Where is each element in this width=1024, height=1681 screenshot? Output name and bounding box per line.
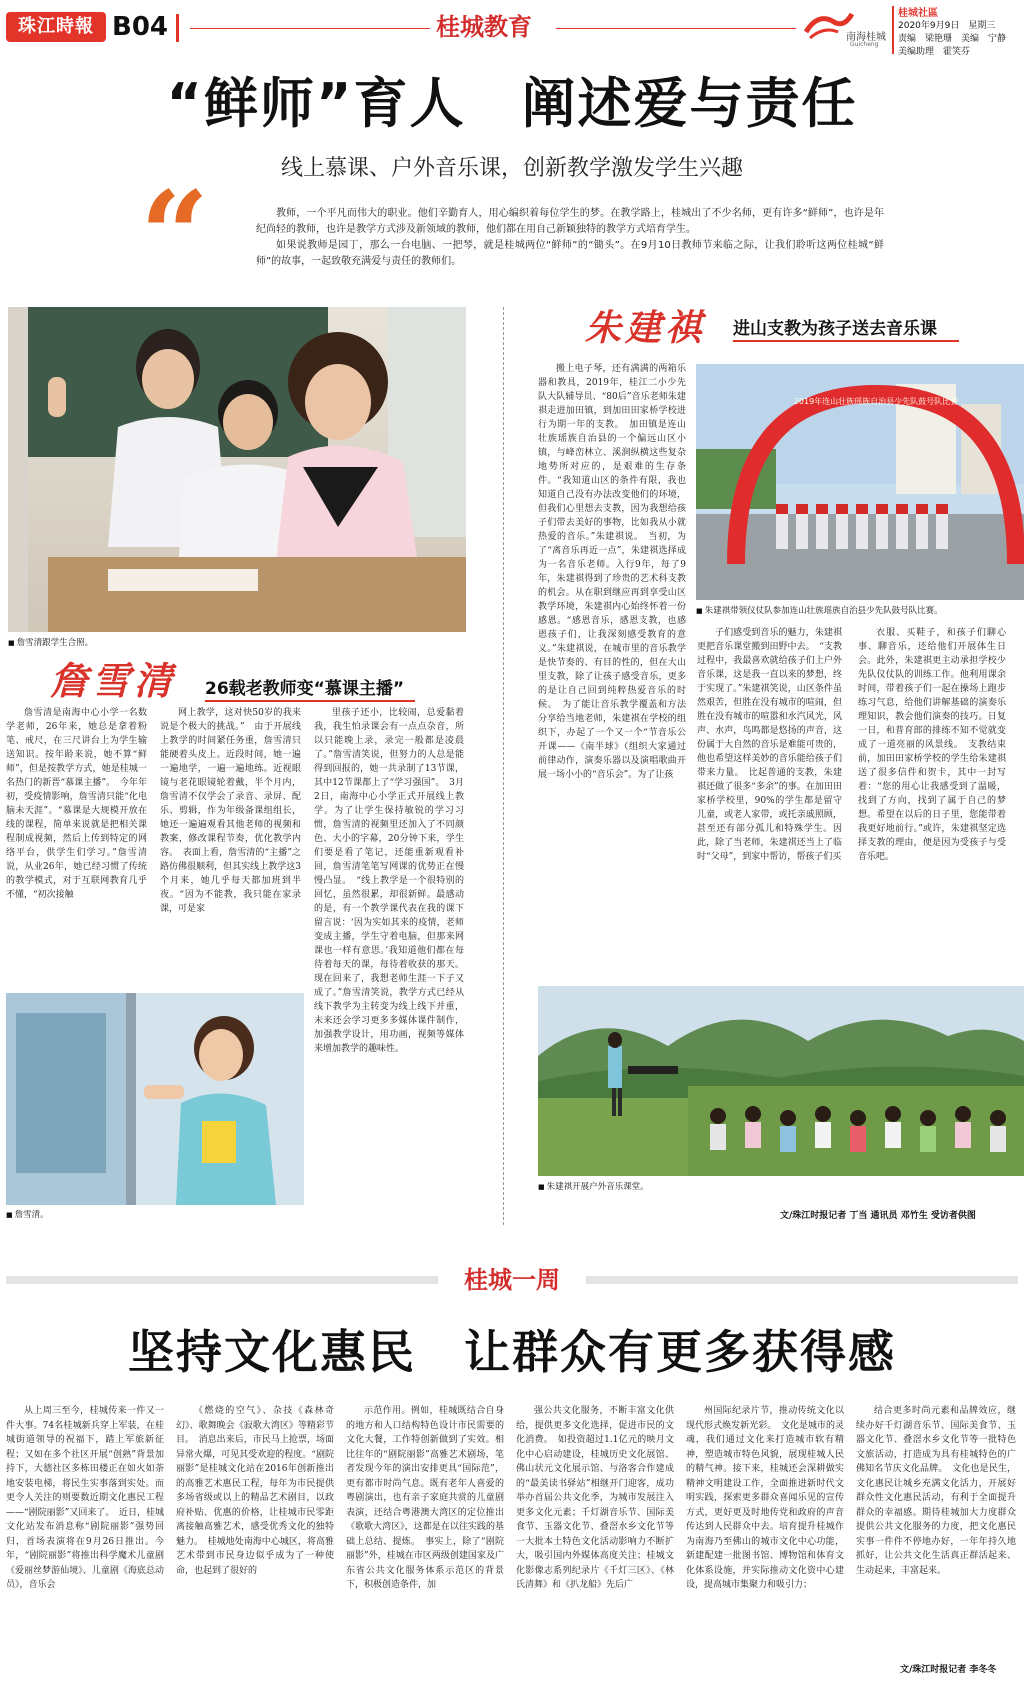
info-divider (892, 6, 894, 54)
teacher-headline: 进山支教为孩子送去音乐课 (733, 319, 937, 339)
photo-honor-guard-arch (696, 364, 1024, 600)
byline: 文/珠江时报记者 丁当 通讯员 邓竹生 受访者供图 (780, 1211, 976, 1221)
article2-column: 《燃烧的空气》、杂技《森林奇幻》、歌舞晚会《寂歌大湾区》等精彩节目。 消息出来后，市民马上抢票，场面异常火爆，可见其受欢迎的程度。“剧院丽影”是桂城文化站在2016年创新推出的高雅艺术惠民工程，每年为市民提供多场省级或以上的精品艺术剧目，以政府补贴、优惠的价格，让桂城市民零距离接触高雅艺术，感受优秀文化的独特魅力。 桂城地处南海中心城区，将高雅艺术带到市民身边似乎成为了一种使命，也起到了很好的 (176, 1406, 334, 1576)
photo-caption: ■ 朱建祺带领仪仗队参加连山壮族瑶族自治县少先队鼓号队比赛。 (696, 604, 943, 616)
article-title: “鲜师”育人 阐述爱与责任 (166, 72, 858, 135)
section2-title: 桂城一周 (438, 1262, 586, 1298)
article2-column: 从上周三至今，桂城传来一件又一件大事。74名桂城新兵穿上军装，在桂城街道领导的祝福下，踏上军旅新征程；又如在多个社区开展“创熟”背景加持下，大德社区多栋田楼正在如火如荼地安装电梯，将民生实事落到实处。而更令人关注的则要数近期文化惠民工程——“剧院丽影”又回来了。 近日，桂城文化站发布消息称“剧院丽影”强势回归，首场表演将在9月26日推出。今年，“剧院丽影”将推出科学魔术儿童剧《爱丽丝梦游仙境》、儿童剧《海底总动员》，音乐会 (6, 1406, 164, 1590)
article2-column: 结合更多时尚元素和品牌效应，继续办好千灯湖音乐节、国际美食节、玉器文化节、叠滘水乡文化节等一批特色文旅活动，打造成为具有桂城特色的广佛知名节庆文化品牌。 文化也是民生，文化惠民让城乡充满文化活力，开展好群众性文化惠民活动，有利于全面提升群众的幸福感。期待桂城加大力度群众提供公共文化服务的力度，把文化惠民实事一件件不停地办好，一年年持久地抓好，让公共文化生活真正群活起来、生动起来，丰富起来。 (856, 1406, 1016, 1576)
article2-column: 州国际纪录片节，推动传统文化以现代形式焕发新光彩。 文化是城市的灵魂，我们通过文化来打造城市软有精神，塑造城市特色风貌，展现桂城人民的精气神。接下来，桂城还会深耕做实精神文明建设工作，全面推进新时代文明实践，探索更多群众喜闻乐见的宣传方式，更好更及时地传党和政府的声音传达到人民群众中去。培育提升桂城作为南海乃至佛山的城市文化中心功能，新建配建一批图书馆、博物馆和体育文化体系设施，并实际推动文化资中心建设，提高城市集聚力和吸引力； (686, 1406, 844, 1590)
masthead (0, 0, 1024, 56)
byline: 文/珠江时报记者 李冬冬 (900, 1665, 997, 1675)
teacher-name-signature: 朱建祺 (585, 307, 706, 349)
paper-logo: 珠江時報 (6, 12, 106, 42)
intro-text (256, 206, 884, 270)
page-number: B04 (112, 12, 168, 42)
photo-teacher-at-board (6, 993, 304, 1205)
article2-title: 坚持文化惠民 让群众有更多获得感 (128, 1325, 896, 1379)
photo-caption: ■ 詹雪清。 (6, 1208, 49, 1220)
story-column: 网上教学，这对快50岁的我来说是个极大的挑战。” 由于开展线上教学的时间紧任务重，詹雪清只能硬着头皮上。近段时间，她一遍一遍地学，一遍一遍地练。近视眼镜与老花眼镜轮着戴，半个月内，詹雪清不仅学会了录音、录屏、配乐、剪辑，作为年级备课组组长，她还一遍遍观看其他老师的视频和教案，修改课程节奏，优化教学内容。 表面上看，詹雪清的“主播”之路仿佛很顺利，但其实线上教学这3个月来，她几乎每天都加班到半夜。“因为不能教，我只能在家录课，可是家 (160, 708, 301, 914)
headline-rule (733, 340, 959, 342)
date-line: 2020年9月9日 星期三 (898, 21, 996, 31)
article2-column: 示范作用。例如，桂城既结合自身的地方和人口结构特色设计市民需要的文化大餐，工作特创新做到了实效。相比往年的“剧院丽影”高雅艺术剧场，笔者发现今年的演出安排更具“国际范”，更有都市时尚气息。既有老年人喜爱的粤剧演出，也有亲子家庭共赏的儿童剧表演，还结合粤港澳大湾区的定位推出《歌歌大湾区》，这都是在以往实践的基础上总结、提炼。 事实上，除了“剧院丽影”外，桂城在市区两级创建国家及广东省公共文化服务体系示范区的背景下，积极创造条件，加 (346, 1406, 504, 1590)
column-divider (503, 307, 504, 1225)
divider (176, 14, 179, 42)
story-column: 衣服、买鞋子，和孩子们聊心事、聊音乐，还给他们开展体生日会。此外，朱建祺更主动承担学校少先队仪仗队的训练工作。他利用课余时间，带着孩子们一起在操场上跑步练习气息，给他们讲解基础的演奏乐理知识，教会他们演奏的技巧。日复一日，和普育郎的排练不知不觉就变成了一道亮丽的风景线。 支教结束前，加田田家桥学校的学生给朱建祺送了很多信件和贺卡，其中一封写着：“您的用心让我感受到了温暖，找到了方向，找到了属于自己的梦想。希望在以后的日子里，您能带着我更好地前行。”或许，朱建祺坚定选择支教的理由，便是因为受孩子与受音乐吧。 (858, 628, 1006, 862)
story-column: 詹雪清是南海中心小学一名数学老师，26年来，她总是拿着粉笔、戒尺，在三尺讲台上为学生输送知识。按年龄来说，她不算“鲜师”，但是按教学方式，她是桂城一名热门的新晋“慕课主播”。 今年年初，受疫情影响，詹雪清只能“化电脑未天涯”。“慕课是大规模开放在线的课程，简单来说就是把相关课程制成视频，然后上传到特定的网络平台，供学生们学习。”詹雪清说，从业26年，她已经习惯了传统的教学模式，对于互联网教育几乎不懂，“初次接触 (6, 708, 147, 900)
editors-line2: 美编助理 霍笑芬 (898, 47, 971, 57)
section-title: 桂城教育 (436, 13, 532, 41)
teacher-name-signature: 詹雪清 (50, 658, 177, 703)
photo-caption: ■ 朱建祺开展户外音乐课堂。 (538, 1180, 649, 1192)
section-rule-right (556, 28, 796, 29)
editors-line1: 责编 梁艳珊 美编 宁静 (898, 34, 1007, 44)
intro-paragraph: 如果说教师是园丁，那么一台电脑、一把琴，就是桂城两位“鲜师”的“锄头”。在9月10日教师节来临之际，让我们聆听这两位桂城“鲜师”的故事，一起致敬充满爱与责任的教师们。 (256, 240, 884, 267)
quote-mark-icon: “ (140, 165, 210, 306)
arch-banner-text: 2019年连山壮族瑶族自治县少先队鼓号队比赛 (793, 397, 959, 406)
teacher-headline: 26载老教师变“慕课主播” (205, 679, 405, 699)
article2-column: 强公共文化服务，不断丰富文化供给，提供更多文化选择，促进市民的文化消费。 如投资超过1.1亿元的映月文化中心启动建设，桂城历史文化展馆、佛山状元文化展示馆、与洛客合作建成的“最美读书驿站”相继开门迎客，成功举办首届公共文化季，为城市发展注入更多文化元素；千灯湖音乐节、国际美食节、玉器文化节、叠滘水乡文化节等一大批本土特色文化活动影响力不断扩大，吸引国内外媒体高度关注；桂城文化影像志系列纪录片《千灯三区》、《林氏清舞》和《扒龙船》先后广 (516, 1406, 674, 1590)
brand-sub: Guicheng (850, 41, 879, 48)
section-rule-left (190, 28, 430, 29)
photo-teacher-with-students (8, 307, 466, 632)
brand-name: 南海桂城 (846, 32, 886, 43)
story-column: 子们感受到音乐的魅力，朱建祺更把音乐课堂搬到田野中去。 “支教过程中，我最喜欢就给孩子们上户外音乐课，这是我一直以来的梦想，终于实现了。”朱建祺笑说，山区条件虽然艰苦，但胜在没有城市的喧闹，但胜在没有城市的喧嚣和水汽风光，风声、水声，鸟鸣都是悠扬的声音，这份属于大自然的音乐是难能可贵的，他也希望这样美妙的音乐能给孩子们带来力量。 比起普通的支教，朱建祺还做了很多“多余”的事。在加田田家桥学校里，90%的学生都是留守儿童，或老人家带，或托亲戚照顾，甚至还有部分孤儿和特殊学生。因此，除了当老师，朱建祺还当上了临时“父母”，到家中帮访，帮孩子们买 (697, 628, 842, 862)
intro-paragraph: 教师，一个平凡而伟大的职业。他们辛勤育人，用心编织着每位学生的梦。在教学路上，桂城出了不少名师，更有许多“鲜师”，也许是年纪尚轻的教师，也许是教学方式涉及新领域的教师，他们都在用自己新颖独特的教学方式培育学生。 (256, 208, 884, 235)
community-label: 桂城社區 (898, 8, 938, 19)
story-column: 搬上电子琴，还有满满的两箱乐器和教具，2019年，桂江二小少先队大队辅导员、“80后”音乐老师朱建祺走进加田镇，到加田田家桥学校进行为期一年的支教。 加田镇是连山壮族瑶族自治县的一个偏远山区小镇，与峰峦林立、溪涧纵横这些复杂地势所对应的，是艰难的生存条件。“我知道山区的条件有限，我也知道自己没有办法改变他们的环境，但我们心里想去支教，因为我想给孩子们带去美好的事物，比如我从小就热爱的音乐。”朱建祺说。 当初，为了“离音乐再近一点”，朱建祺选择成为一名音乐老师。入行9年，每了9年，朱建祺得到了珍贵的艺术科支教的机会。从在职到继应再到享受山区教学环境，朱建祺内心始终怀着一份感恩。“感恩音乐，感恩支教，也感恩孩子们，让我深刻感受教育的意义。”朱建祺说，在城市里的音乐教学是快节奏的、有目的性的，但在大山里支教，除了让孩子感受音乐，更多的是让自己回到纯粹热爱音乐的时候。 为了能让音乐教学覆盖和方法分享给当地老师，朱建祺在学校的组织下，办起了一个又一个“节音乐公开课——《南半球》（组织大家通过前律动作，演奏乐器以及演唱歌曲开展一场小小的“音乐会”。为了让孩 (538, 364, 686, 780)
story-column: 里孩子还小，比较闹，总爱黏着我，我生怕录课会有一点点杂音，所以只能晚上录，录完一般都是凌晨了。”詹雪清笑说，但努力的人总是能得到回报的，她一共录制了13节课，其中12节课都上了“学习强国”。 3月2日，南海中心小学正式开展线上教学。为了让学生保持敏锐的学习习惯，詹雪清的视频里还加入了不同颜色、大小的字幕，20分钟下来，学生们要是看了笔记，还能重新观看补回，詹雪清笔笔写网课的优势正在慢慢凸显。 “线上教学是一个很特别的回忆，虽然很累，却很新鲜。最感动的是，有一个教学课代表在我的课下留言说：‘因为实如其来的疫情，老师变成主播，学生守着电脑，但那来网课也一样有意思。’我知道他们都在每待着每天的课，每待着收获的那天。现在回来了，我想老师生涯一下子又成了。”詹雪清笑说，教学方式已经从线下教学为主转变为线上线下并重，未来还会学习更多多媒体课件制作，加强教学设计，用功画，视频等媒体来增加教学的趣味性。 (314, 708, 464, 1054)
photo-outdoor-music-class (538, 986, 1024, 1176)
photo-caption: ■ 詹雪清跟学生合照。 (8, 636, 93, 648)
article-subtitle: 线上慕课、户外音乐课，创新教学激发学生兴趣 (280, 156, 743, 181)
headline-rule (205, 700, 415, 702)
